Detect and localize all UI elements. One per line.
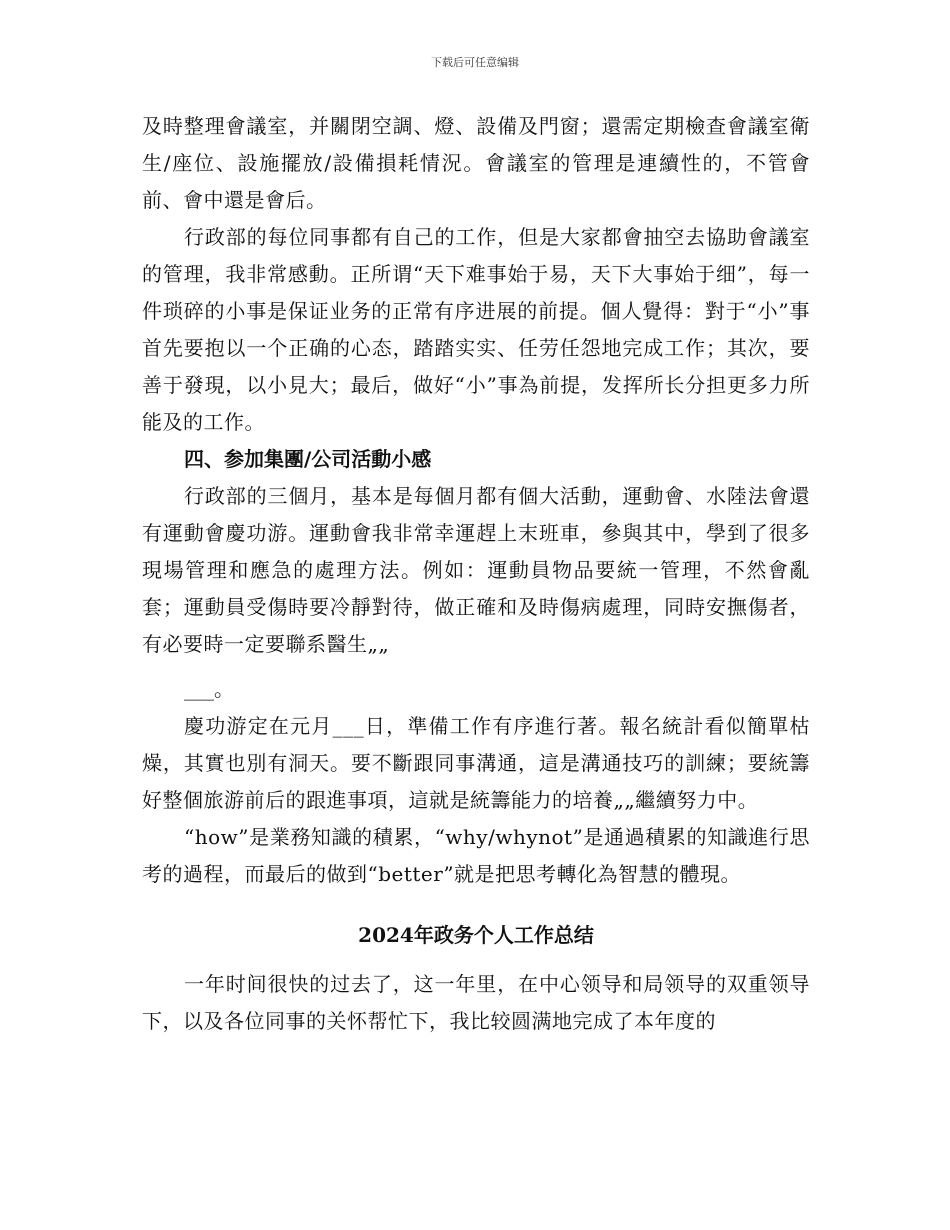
paragraph-meeting-room: 及時整理會議室，并關閉空調、燈、設備及門窗；還需定期檢查會議室衛生/座位、設施擺放/設備損耗情況。會議室的管理是連續性的，不管會前、會中還是會后。 [142,114,810,212]
paragraph-how-why-better: “how”是業務知識的積累，“why/whynot”是通過積累的知識進行思考的過程，而最后的做到“better”就是把思考轉化為智慧的體現。 [142,825,810,886]
paragraph-sports-meeting: 行政部的三個月，基本是每個月都有個大活動，運動會、水陸法會還有運動會慶功游。運動會我非常幸運趕上末班車，參與其中，學到了很多現場管理和應急的處理方法。例如：運動員物品要統一管理，不然會亂套；運動員受傷時要冷靜對待，做正確和及時傷病處理，同時安撫傷者，有必要時一定要聯系醫生„„ [142,484,810,656]
paragraph-admin-colleagues: 行政部的每位同事都有自己的工作，但是大家都會抽空去協助會議室的管理，我非常感動。正所谓“天下难事始于易，天下大事始于细”，每一件琐碎的小事是保证业务的正常有序进展的前提。個人覺得：對于“小”事首先要抱以一个正确的心态，踏踏实实、任劳任怨地完成工作；其次，要善于發現，以小見大；最后，做好“小”事為前提，发挥所长分担更多力所能及的工作。 [142,225,810,434]
paragraph-summary-intro: 一年时间很快的过去了，这一年里，在中心领导和局领导的双重领导下，以及各位同事的关怀帮忙下，我比较圆满地完成了本年度的 [142,972,810,1033]
document-title: 2024年政务个人工作总结 [358,923,594,947]
section-heading-activities: 四、参加集團/公司活動小感 [184,447,432,471]
paragraph-celebration-trip: 慶功游定在元月___日，準備工作有序進行著。報名統計看似簡單枯燥，其實也別有洞天。要不斷跟同事溝通，這是溝通技巧的訓練；要統籌好整個旅游前后的跟進事項，這就是統籌能力的培養„„繼續努力中。 [142,714,810,812]
page-header: 下载后可任意编辑 [431,56,519,69]
document-body [142,108,810,1040]
blank-placeholder-line: ___。 [184,677,234,701]
